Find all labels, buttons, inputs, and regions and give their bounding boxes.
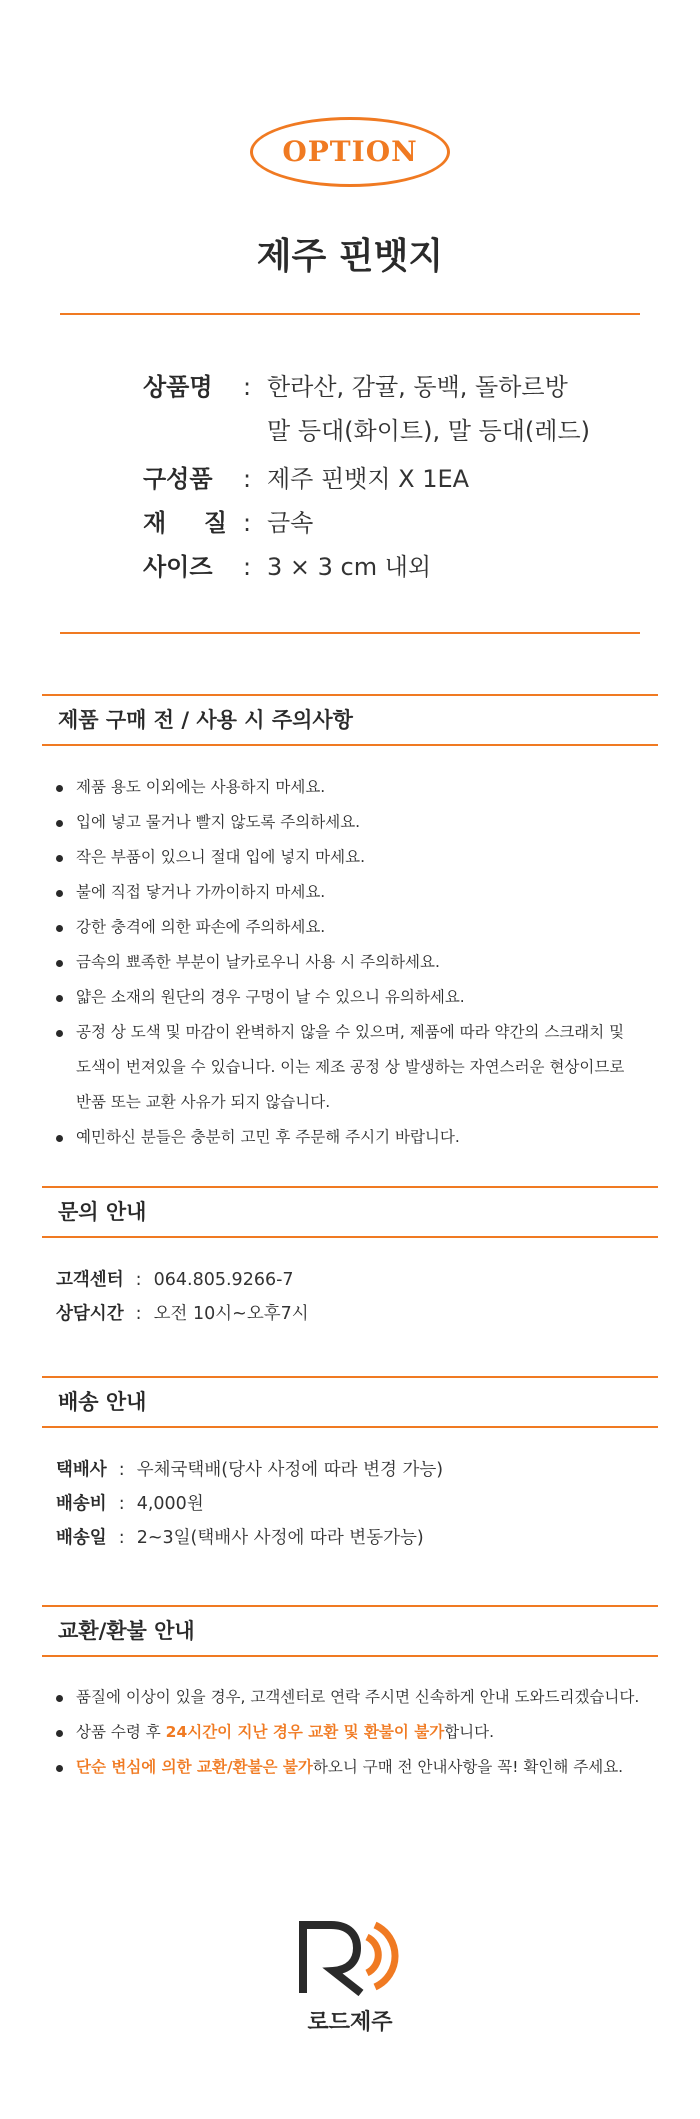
spec-row-size xyxy=(143,545,623,589)
list-item xyxy=(56,1715,646,1750)
inquiry-label: 상담시간 xyxy=(56,1304,124,1324)
list-item-line: 반품 또는 교환 사유가 되지 않습니다. xyxy=(76,1093,331,1111)
list-item: 강한 충격에 의한 파손에 주의하세요. xyxy=(56,910,646,945)
spec-table xyxy=(143,365,623,589)
kv-colon: : xyxy=(135,1304,142,1324)
spec-value-line: 한라산, 감귤, 동백, 돌하르방 xyxy=(267,373,568,401)
option-header xyxy=(0,117,700,187)
inquiry-row xyxy=(56,1297,309,1331)
list-item: 불에 직접 닿거나 가까이하지 마세요. xyxy=(56,875,646,910)
divider-top xyxy=(60,313,640,315)
spec-colon: : xyxy=(242,373,252,401)
inquiry-value: 오전 10시~오후7시 xyxy=(153,1304,309,1324)
shipping-row xyxy=(56,1487,443,1521)
list-item-line: 도색이 번져있을 수 있습니다. 이는 제조 공정 상 발생하는 자연스러운 현상이므로 xyxy=(76,1058,625,1076)
inquiry-section-title: 문의 안내 xyxy=(42,1186,658,1238)
spec-label-char: 질 xyxy=(203,509,227,537)
shipping-label: 배송일 xyxy=(56,1528,107,1548)
list-item xyxy=(56,1015,646,1120)
spec-label: 사이즈 xyxy=(143,553,213,581)
shipping-row xyxy=(56,1521,443,1555)
list-item-line: 공정 상 도색 및 마감이 완벽하지 않을 수 있으며, 제품에 따라 약간의 스크래치 및 xyxy=(76,1023,625,1041)
highlight-text: 24시간이 지난 경우 교환 및 환불이 불가 xyxy=(165,1723,445,1741)
spec-colon: : xyxy=(242,553,252,581)
refund-list xyxy=(56,1680,646,1785)
inquiry-label: 고객센터 xyxy=(56,1270,124,1290)
brand-logo xyxy=(0,1915,700,2036)
caution-section-title: 제품 구매 전 / 사용 시 주의사항 xyxy=(42,694,658,746)
road-jeju-logo-icon xyxy=(295,1915,405,1999)
kv-colon: : xyxy=(118,1494,125,1514)
list-item: 얇은 소재의 원단의 경우 구멍이 날 수 있으니 유의하세요. xyxy=(56,980,646,1015)
spec-value-line: 제주 핀뱃지 X 1EA xyxy=(267,465,470,493)
spec-value-line: 말 등대(화이트), 말 등대(레드) xyxy=(267,417,590,445)
product-title: 제주 핀뱃지 xyxy=(256,236,444,277)
refund-section-title: 교환/환불 안내 xyxy=(42,1605,658,1657)
list-item: 금속의 뾰족한 부분이 날카로우니 사용 시 주의하세요. xyxy=(56,945,646,980)
list-item xyxy=(56,1750,646,1785)
caution-list xyxy=(56,770,646,1155)
spec-value xyxy=(267,501,623,545)
shipping-row xyxy=(56,1453,443,1487)
option-badge: OPTION xyxy=(250,117,450,187)
list-item: 품질에 이상이 있을 경우, 고객센터로 연락 주시면 신속하게 안내 도와드리겠습니다. xyxy=(56,1680,646,1715)
list-item-text: 상품 수령 후 xyxy=(76,1723,166,1741)
shipping-value: 2~3일(택배사 사정에 따라 변동가능) xyxy=(136,1528,424,1548)
list-item: 작은 부품이 있으니 절대 입에 넣지 마세요. xyxy=(56,840,646,875)
kv-colon: : xyxy=(135,1270,142,1290)
spec-row-components xyxy=(143,457,623,501)
shipping-label: 배송비 xyxy=(56,1494,107,1514)
list-item: 입에 넣고 물거나 빨지 않도록 주의하세요. xyxy=(56,805,646,840)
kv-colon: : xyxy=(118,1528,125,1548)
list-item: 제품 용도 이외에는 사용하지 마세요. xyxy=(56,770,646,805)
shipping-info xyxy=(56,1453,443,1555)
spec-value-line: 3 × 3 cm 내외 xyxy=(267,553,432,581)
spec-colon: : xyxy=(242,509,252,537)
shipping-label: 택배사 xyxy=(56,1460,107,1480)
spec-label: 상품명 xyxy=(143,373,213,401)
list-item-text: 합니다. xyxy=(444,1723,495,1741)
shipping-section-title: 배송 안내 xyxy=(42,1376,658,1428)
list-item: 예민하신 분들은 충분히 고민 후 주문해 주시기 바랍니다. xyxy=(56,1120,646,1155)
inquiry-value: 064.805.9266-7 xyxy=(153,1270,294,1290)
spec-value xyxy=(267,365,623,453)
shipping-value: 4,000원 xyxy=(136,1494,204,1514)
logo-text: 로드제주 xyxy=(307,2010,393,2035)
spec-value xyxy=(267,457,623,501)
spec-label xyxy=(143,501,227,545)
spec-value-line: 금속 xyxy=(267,509,314,537)
inquiry-info xyxy=(56,1263,309,1331)
spec-label-char: 재 xyxy=(143,509,167,537)
spec-row-name xyxy=(143,365,623,453)
highlight-text: 단순 변심에 의한 교환/환불은 불가 xyxy=(76,1758,313,1776)
inquiry-row xyxy=(56,1263,309,1297)
kv-colon: : xyxy=(118,1460,125,1480)
spec-row-material xyxy=(143,501,623,545)
spec-value xyxy=(267,545,623,589)
shipping-value: 우체국택배(당사 사정에 따라 변경 가능) xyxy=(136,1460,444,1480)
spec-colon: : xyxy=(242,465,252,493)
spec-label: 구성품 xyxy=(143,465,213,493)
list-item-text: 하오니 구매 전 안내사항을 꼭! 확인해 주세요. xyxy=(312,1758,624,1776)
divider-bottom xyxy=(60,632,640,634)
